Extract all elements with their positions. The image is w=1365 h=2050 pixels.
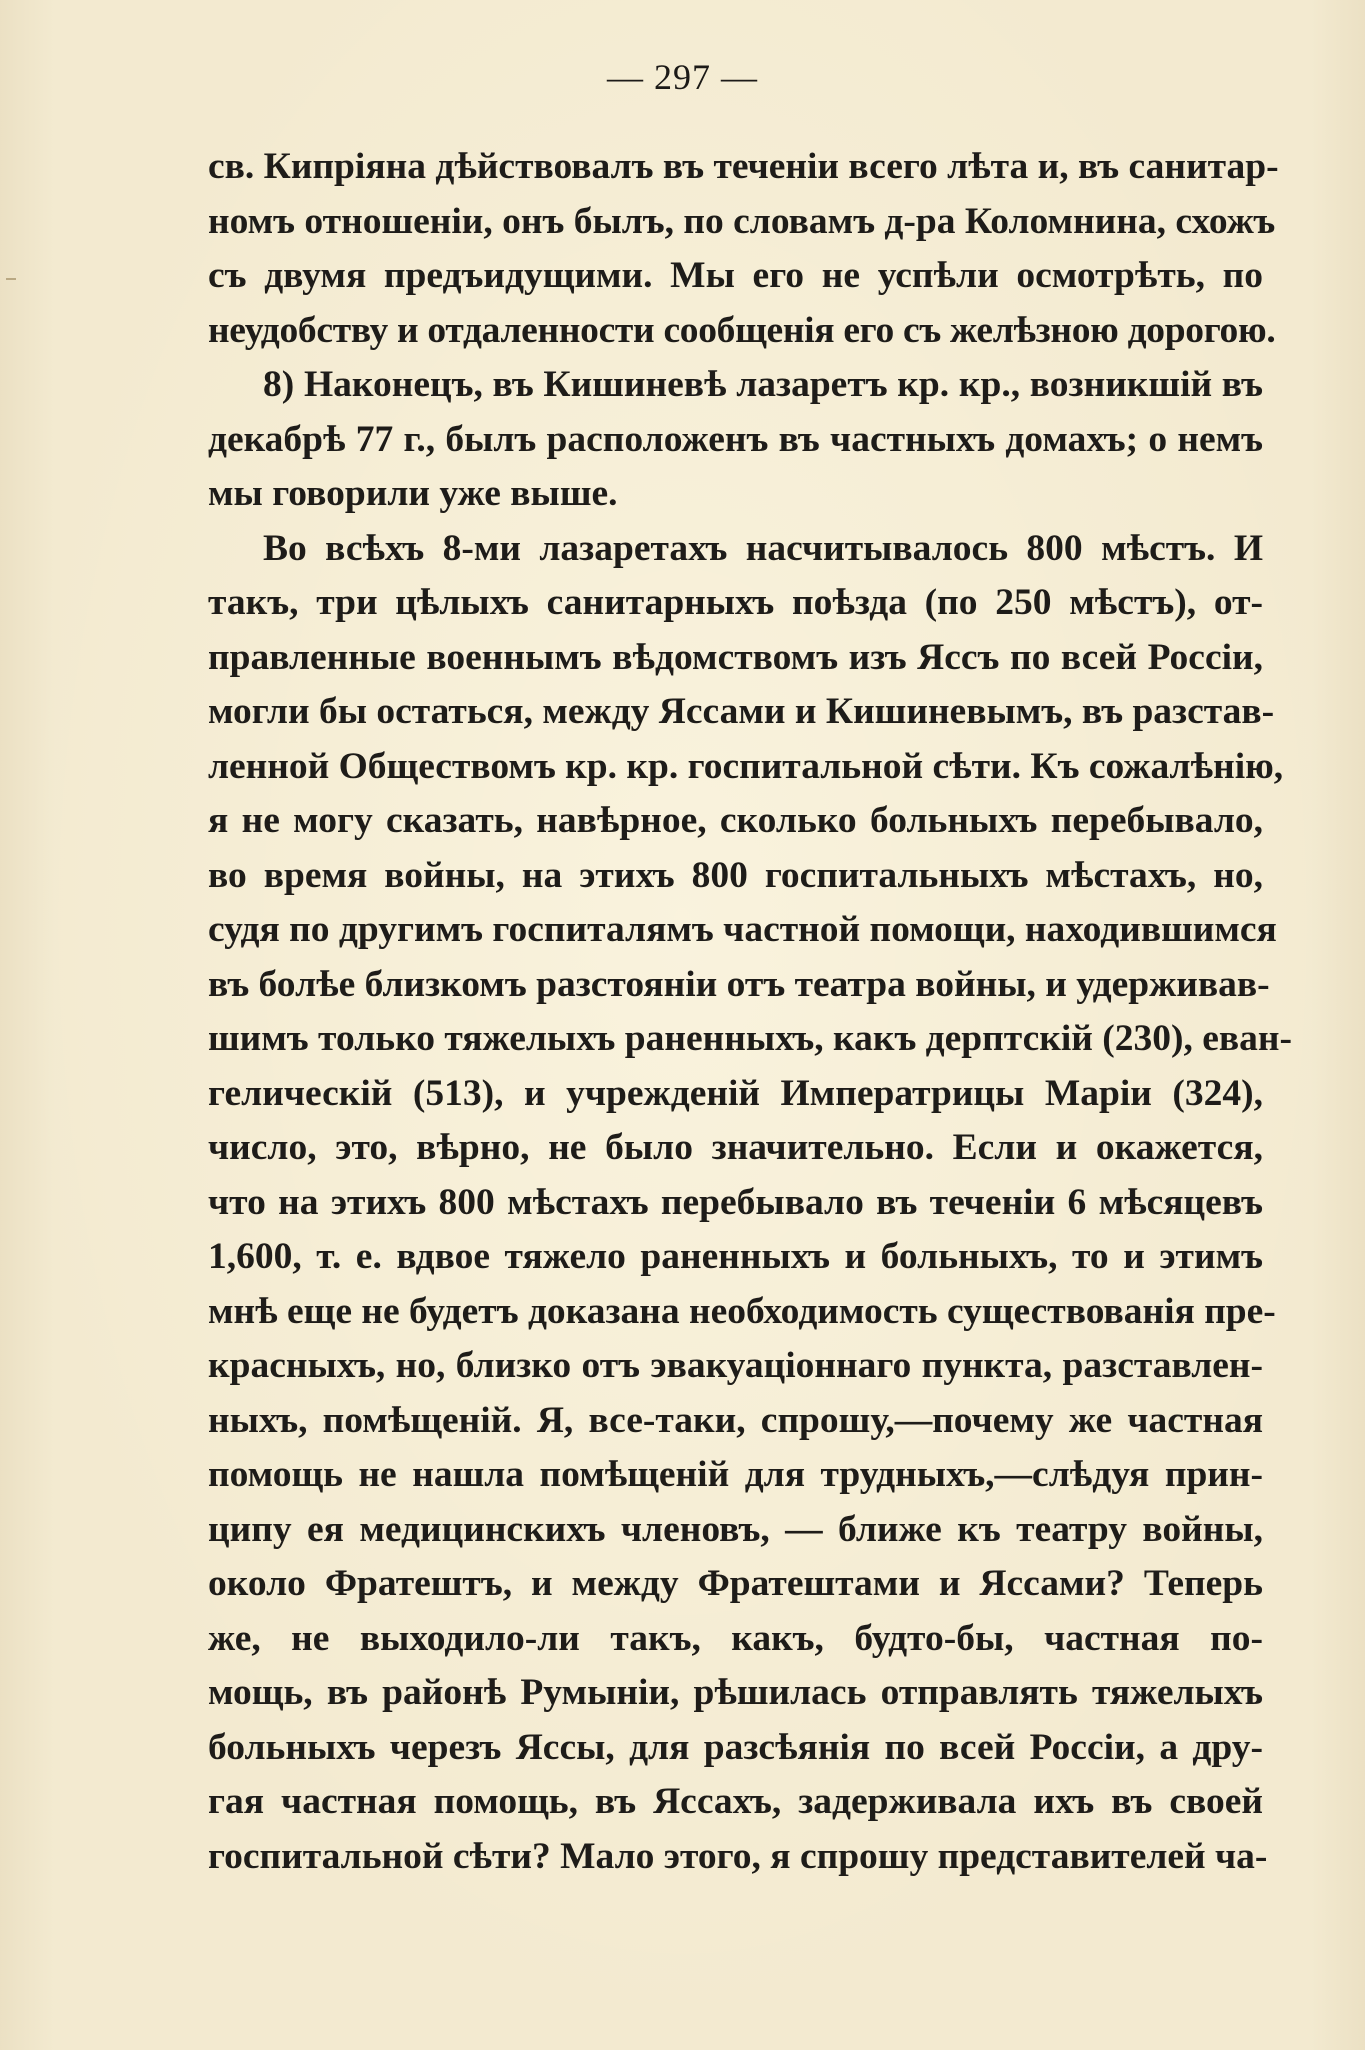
text-line: съ двумя предъидущими. Мы его не успѣли осмотрѣть, по	[208, 255, 1263, 296]
text-line: мнѣ еще не будетъ доказана необходимость существованія пре-	[208, 1290, 1276, 1332]
paragraph-1	[208, 140, 1279, 358]
text-line: что на этихъ 800 мѣстахъ перебывало въ теченіи 6 мѣсяцевъ	[208, 1181, 1263, 1223]
text-line: шимъ только тяжелыхъ раненныхъ, какъ дерптскій (230), еван-	[208, 1018, 1293, 1059]
text-line: Во всѣхъ 8-ми лазаретахъ насчитывалось 800 мѣстъ. И	[263, 527, 1263, 569]
text-line: судя по другимъ госпиталямъ частной помощи, находившимся	[208, 909, 1277, 950]
text-line: во время войны, на этихъ 800 госпитальныхъ мѣстахъ, но,	[208, 854, 1263, 896]
text-line: гелическій (513), и учрежденій Императрицы Маріи (324),	[208, 1072, 1263, 1114]
text-line: номъ отношеніи, онъ былъ, по словамъ д-ра Коломнина, схожъ	[208, 200, 1276, 242]
text-line: св. Кипріяна дѣйствовалъ въ теченіи всего лѣта и, въ санитар-	[208, 146, 1279, 187]
text-line: помощь не нашла помѣщеній для трудныхъ,—слѣдуя прин-	[208, 1454, 1263, 1495]
body-text	[208, 140, 1293, 1884]
text-line: больныхъ черезъ Яссы, для разсѣянія по всей Россіи, а дру-	[208, 1726, 1263, 1768]
text-line: правленные военнымъ вѣдомствомъ изъ Яссъ по всей Россіи,	[208, 636, 1263, 678]
text-line: мощь, въ районѣ Румыніи, рѣшилась отправлять тяжелыхъ	[208, 1672, 1263, 1713]
text-line: же, не выходило-ли такъ, какъ, будто-бы, частная по-	[208, 1617, 1263, 1659]
page-edge-mark	[6, 278, 16, 280]
text-line: ныхъ, помѣщеній. Я, все-таки, спрошу,—почему же частная	[208, 1399, 1263, 1441]
text-line: около Фратештъ, и между Фратештами и Яссами? Теперь	[208, 1563, 1263, 1604]
text-line: мы говорили уже выше.	[208, 473, 618, 514]
paragraph-3	[208, 522, 1293, 1885]
text-line: могли бы остаться, между Яссами и Кишиневымъ, въ разстав-	[208, 691, 1275, 732]
text-line: красныхъ, но, близко отъ эвакуаціоннаго пункта, разставлен-	[208, 1345, 1263, 1386]
paragraph-2	[208, 358, 1263, 522]
text-line: ципу ея медицинскихъ членовъ, — ближе къ театру войны,	[208, 1508, 1263, 1550]
text-line: декабрѣ 77 г., былъ расположенъ въ частныхъ домахъ; о немъ	[208, 418, 1263, 460]
text-line: 8) Наконецъ, въ Кишиневѣ лазаретъ кр. кр., возникшій въ	[263, 364, 1263, 405]
text-line: госпитальной сѣти? Мало этого, я спрошу представителей ча-	[208, 1835, 1268, 1877]
text-line: 1,600, т. е. вдвое тяжело раненныхъ и больныхъ, то и этимъ	[208, 1236, 1263, 1277]
text-line: ленной Обществомъ кр. кр. госпитальной сѣти. Къ сожалѣнію,	[208, 745, 1284, 787]
text-line: я не могу сказать, навѣрное, сколько больныхъ перебывало,	[208, 800, 1263, 841]
text-line: неудобству и отдаленности сообщенія его съ желѣзною дорогою.	[208, 309, 1276, 351]
text-line: гая частная помощь, въ Яссахъ, задерживала ихъ въ своей	[208, 1781, 1263, 1822]
page-number: — 297 —	[607, 57, 758, 97]
text-line: такъ, три цѣлыхъ санитарныхъ поѣзда (по 250 мѣстъ), от-	[208, 582, 1263, 623]
text-line: въ болѣе близкомъ разстояніи отъ театра войны, и удерживав-	[208, 963, 1270, 1005]
text-line: число, это, вѣрно, не было значительно. Если и окажется,	[208, 1127, 1263, 1168]
